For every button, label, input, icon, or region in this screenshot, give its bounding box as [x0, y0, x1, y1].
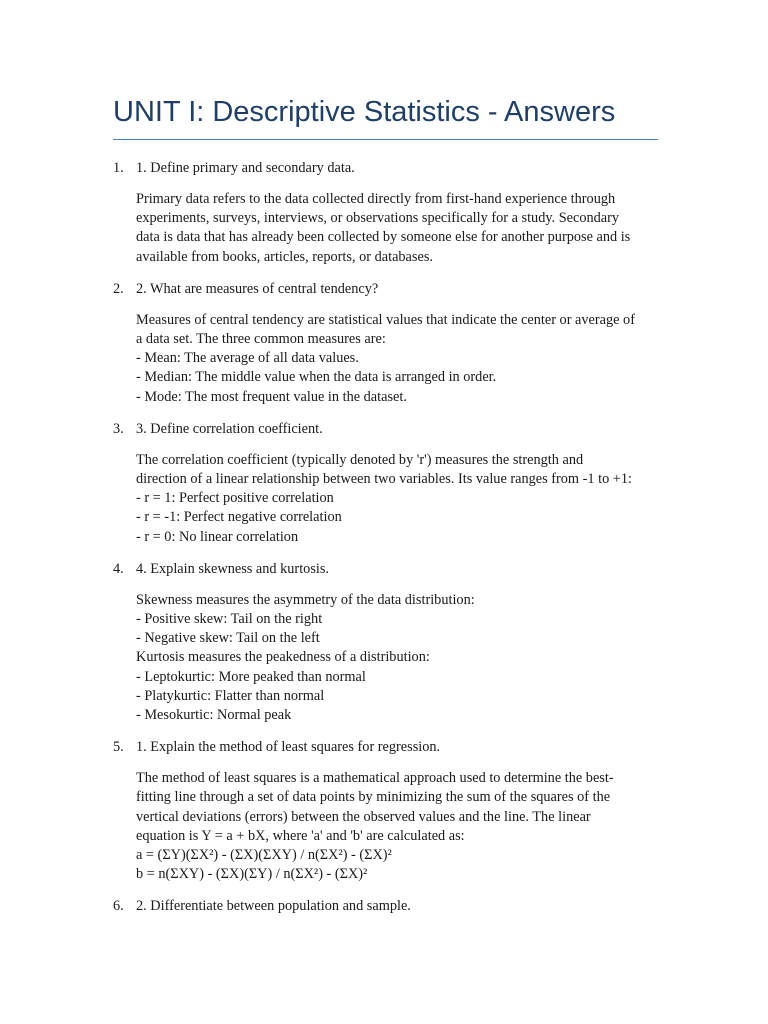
list-item: [113, 559, 658, 725]
answer-line: a = (ΣY)(ΣX²) - (ΣX)(ΣXY) / n(ΣX²) - (ΣX)²: [136, 847, 392, 864]
item-number: 3.: [113, 420, 124, 437]
question-row: [113, 158, 658, 178]
answer-line: - Leptokurtic: More peaked than normal: [136, 668, 366, 685]
list-item: [113, 896, 658, 916]
answer-line: b = n(ΣXY) - (ΣX)(ΣY) / n(ΣX²) - (ΣX)²: [136, 866, 368, 883]
question-text: 4. Explain skewness and kurtosis.: [136, 560, 329, 577]
question-row: [113, 279, 658, 299]
answer-line: - Platykurtic: Flatter than normal: [136, 687, 325, 704]
answer-line: The method of least squares is a mathematical approach used to determine the best-: [136, 770, 614, 787]
question-row: [113, 419, 658, 439]
answer-text: [113, 591, 658, 725]
question-row: [113, 737, 658, 757]
answer-line: The correlation coefficient (typically denoted by 'r') measures the strength and: [136, 451, 584, 468]
answer-line: - Positive skew: Tail on the right: [136, 611, 323, 628]
answer-line: Kurtosis measures the peakedness of a distribution:: [136, 649, 430, 666]
question-list: [113, 158, 658, 928]
title-divider: [113, 139, 658, 140]
answer-line: available from books, articles, reports, or databases.: [136, 248, 433, 265]
answer-line: - r = 1: Perfect positive correlation: [136, 490, 334, 507]
answer-text: [113, 769, 658, 884]
answer-text: [113, 190, 658, 267]
answer-line: - Median: The middle value when the data is arranged in order.: [136, 369, 497, 386]
list-item: [113, 158, 658, 267]
answer-line: data is data that has already been collected by someone else for another purpose and is: [136, 229, 631, 246]
answer-line: - r = 0: No linear correlation: [136, 528, 299, 545]
item-number: 1.: [113, 160, 124, 176]
item-number: 4.: [113, 560, 124, 577]
list-item: [113, 737, 658, 884]
page-title: UNIT I: Descriptive Statistics - Answers: [113, 96, 616, 128]
answer-line: a data set. The three common measures are:: [136, 331, 386, 348]
answer-line: - Mean: The average of all data values.: [136, 350, 359, 367]
item-number: 5.: [113, 739, 124, 756]
answer-line: experiments, surveys, interviews, or observations specifically for a study. Secondary: [136, 210, 620, 227]
question-text: 2. Differentiate between population and sample.: [136, 898, 411, 915]
answer-line: - r = -1: Perfect negative correlation: [136, 509, 342, 526]
question-row: [113, 896, 658, 916]
question-text: 3. Define correlation coefficient.: [136, 420, 323, 437]
question-text: 2. What are measures of central tendency?: [136, 280, 379, 297]
answer-line: equation is Y = a + bX, where 'a' and 'b' are calculated as:: [136, 827, 465, 844]
answer-line: - Negative skew: Tail on the left: [136, 630, 320, 647]
question-row: [113, 559, 658, 579]
answer-line: Primary data refers to the data collected directly from first-hand experience through: [136, 191, 616, 207]
question-text: 1. Define primary and secondary data.: [136, 160, 355, 176]
answer-line: fitting line through a set of data points by minimizing the sum of the squares of the: [136, 789, 611, 806]
answer-text: [113, 311, 658, 407]
answer-line: Measures of central tendency are statistical values that indicate the center or average of: [136, 311, 635, 328]
list-item: [113, 419, 658, 547]
item-number: 2.: [113, 280, 124, 297]
answer-text: [113, 451, 658, 547]
list-item: [113, 279, 658, 407]
answer-line: - Mesokurtic: Normal peak: [136, 707, 292, 724]
answer-line: vertical deviations (errors) between the observed values and the line. The linear: [136, 808, 591, 825]
question-text: 1. Explain the method of least squares for regression.: [136, 739, 441, 756]
answer-line: Skewness measures the asymmetry of the data distribution:: [136, 591, 475, 608]
answer-line: direction of a linear relationship between two variables. Its value ranges from -1 to +1:: [136, 471, 632, 488]
item-number: 6.: [113, 898, 124, 915]
answer-line: - Mode: The most frequent value in the dataset.: [136, 388, 407, 405]
